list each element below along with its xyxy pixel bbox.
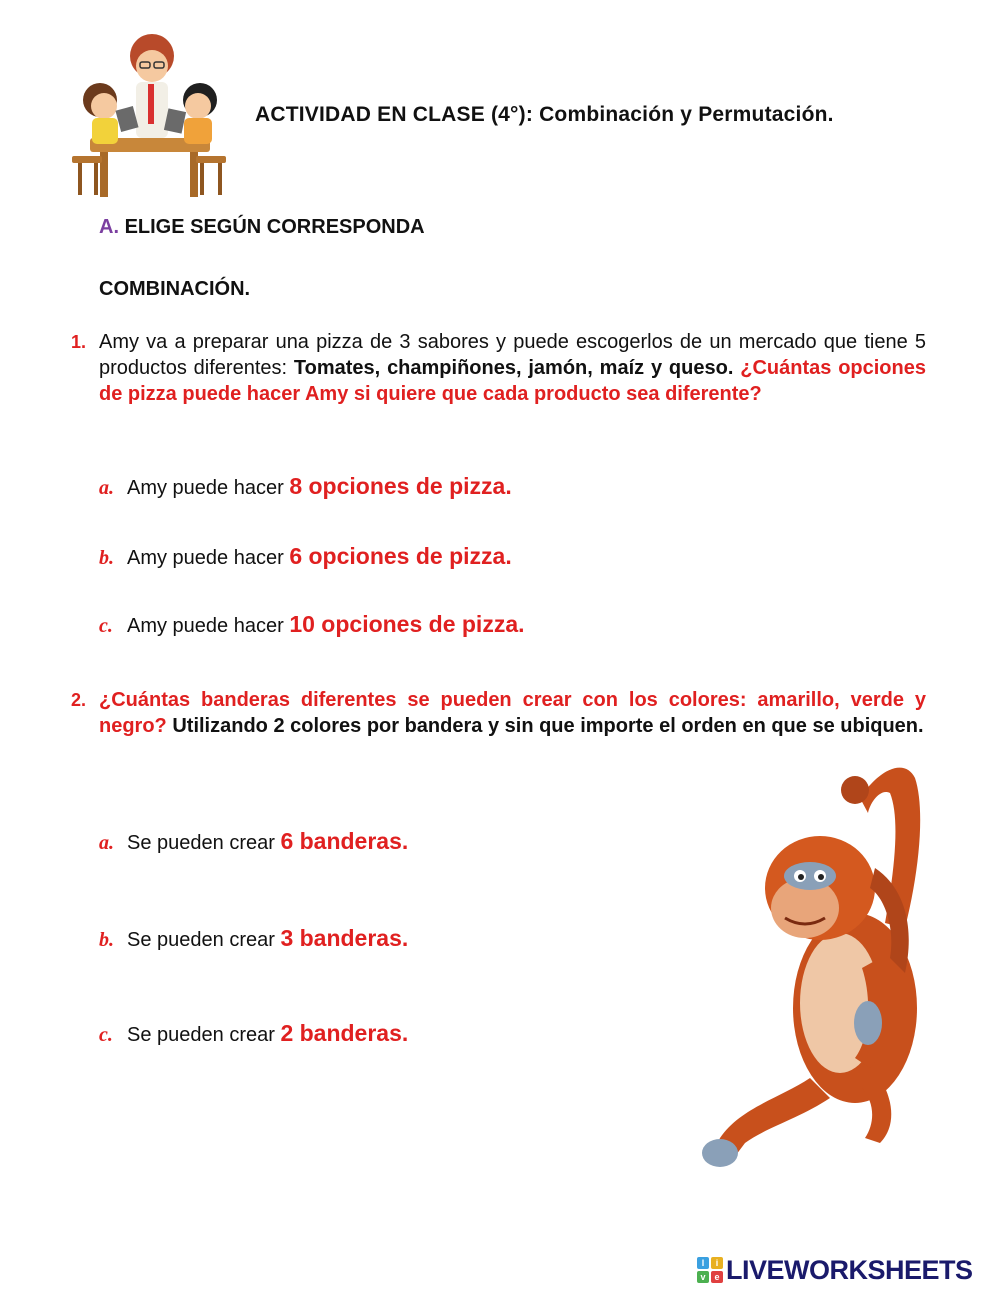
option-prefix: Se pueden crear xyxy=(127,1024,281,1046)
question-1-prompt: ¿Cuántas opciones de pizza puede hacer Amy si quiere que cada producto sea diferente? xyxy=(99,357,926,405)
logo-tile: v xyxy=(697,1271,709,1283)
option-letter: a. xyxy=(99,477,114,499)
question-2-text xyxy=(99,687,926,739)
option-letter: b. xyxy=(99,547,114,569)
question-2-conditions: Utilizando 2 colores por bandera y sin que importe el orden en que se ubiquen. xyxy=(166,715,924,737)
option-answer: 10 opciones de pizza. xyxy=(289,611,525,637)
option-prefix: Amy puede hacer xyxy=(127,615,290,637)
question-1-products: Tomates, champiñones, jamón, maíz y queso. xyxy=(293,357,734,379)
question-2-option-c[interactable] xyxy=(99,1020,408,1047)
logo-grid-icon xyxy=(697,1257,723,1283)
logo-tile: l xyxy=(697,1257,709,1269)
question-2-option-a[interactable] xyxy=(99,828,408,855)
option-answer: 6 banderas. xyxy=(280,828,409,854)
logo-text: LIVEWORKSHEETS xyxy=(726,1254,973,1285)
children-at-table-illustration xyxy=(70,28,228,200)
option-prefix: Se pueden crear xyxy=(127,832,281,854)
section-letter: A. xyxy=(99,216,119,238)
page-title: ACTIVIDAD EN CLASE (4°): Combinación y Permutación. xyxy=(255,103,834,126)
question-1-option-c[interactable] xyxy=(99,611,525,638)
option-answer: 3 banderas. xyxy=(280,925,409,951)
section-heading xyxy=(99,216,425,239)
option-letter: b. xyxy=(99,929,114,951)
question-1-statement: Amy va a preparar una pizza de 3 sabores y puede escogerlos de un mercado que tiene 5 productos diferentes: xyxy=(99,331,926,379)
option-letter: a. xyxy=(99,832,114,854)
question-1-number: 1. xyxy=(71,332,87,352)
option-answer: 8 opciones de pizza. xyxy=(289,473,512,499)
orangutan-illustration xyxy=(690,758,940,1170)
question-1-text xyxy=(99,329,926,407)
option-prefix: Se pueden crear xyxy=(127,929,281,951)
question-1-option-b[interactable] xyxy=(99,543,512,570)
question-2-option-b[interactable] xyxy=(99,925,408,952)
question-2-prompt: ¿Cuántas banderas diferentes se pueden crear con los colores: amarillo, verde y negro? xyxy=(99,689,926,737)
logo-tile: e xyxy=(711,1271,723,1283)
option-answer: 2 banderas. xyxy=(280,1020,409,1046)
question-1-option-a[interactable] xyxy=(99,473,512,500)
option-answer: 6 opciones de pizza. xyxy=(289,543,512,569)
option-prefix: Amy puede hacer xyxy=(127,477,290,499)
option-prefix: Amy puede hacer xyxy=(127,547,290,569)
section-title: ELIGE SEGÚN CORRESPONDA xyxy=(124,216,425,238)
option-letter: c. xyxy=(99,1024,113,1046)
option-letter: c. xyxy=(99,615,113,637)
logo-tile: i xyxy=(711,1257,723,1269)
liveworksheets-logo[interactable] xyxy=(697,1255,973,1285)
question-2-number: 2. xyxy=(71,690,87,710)
section-subtitle: COMBINACIÓN. xyxy=(99,278,251,300)
